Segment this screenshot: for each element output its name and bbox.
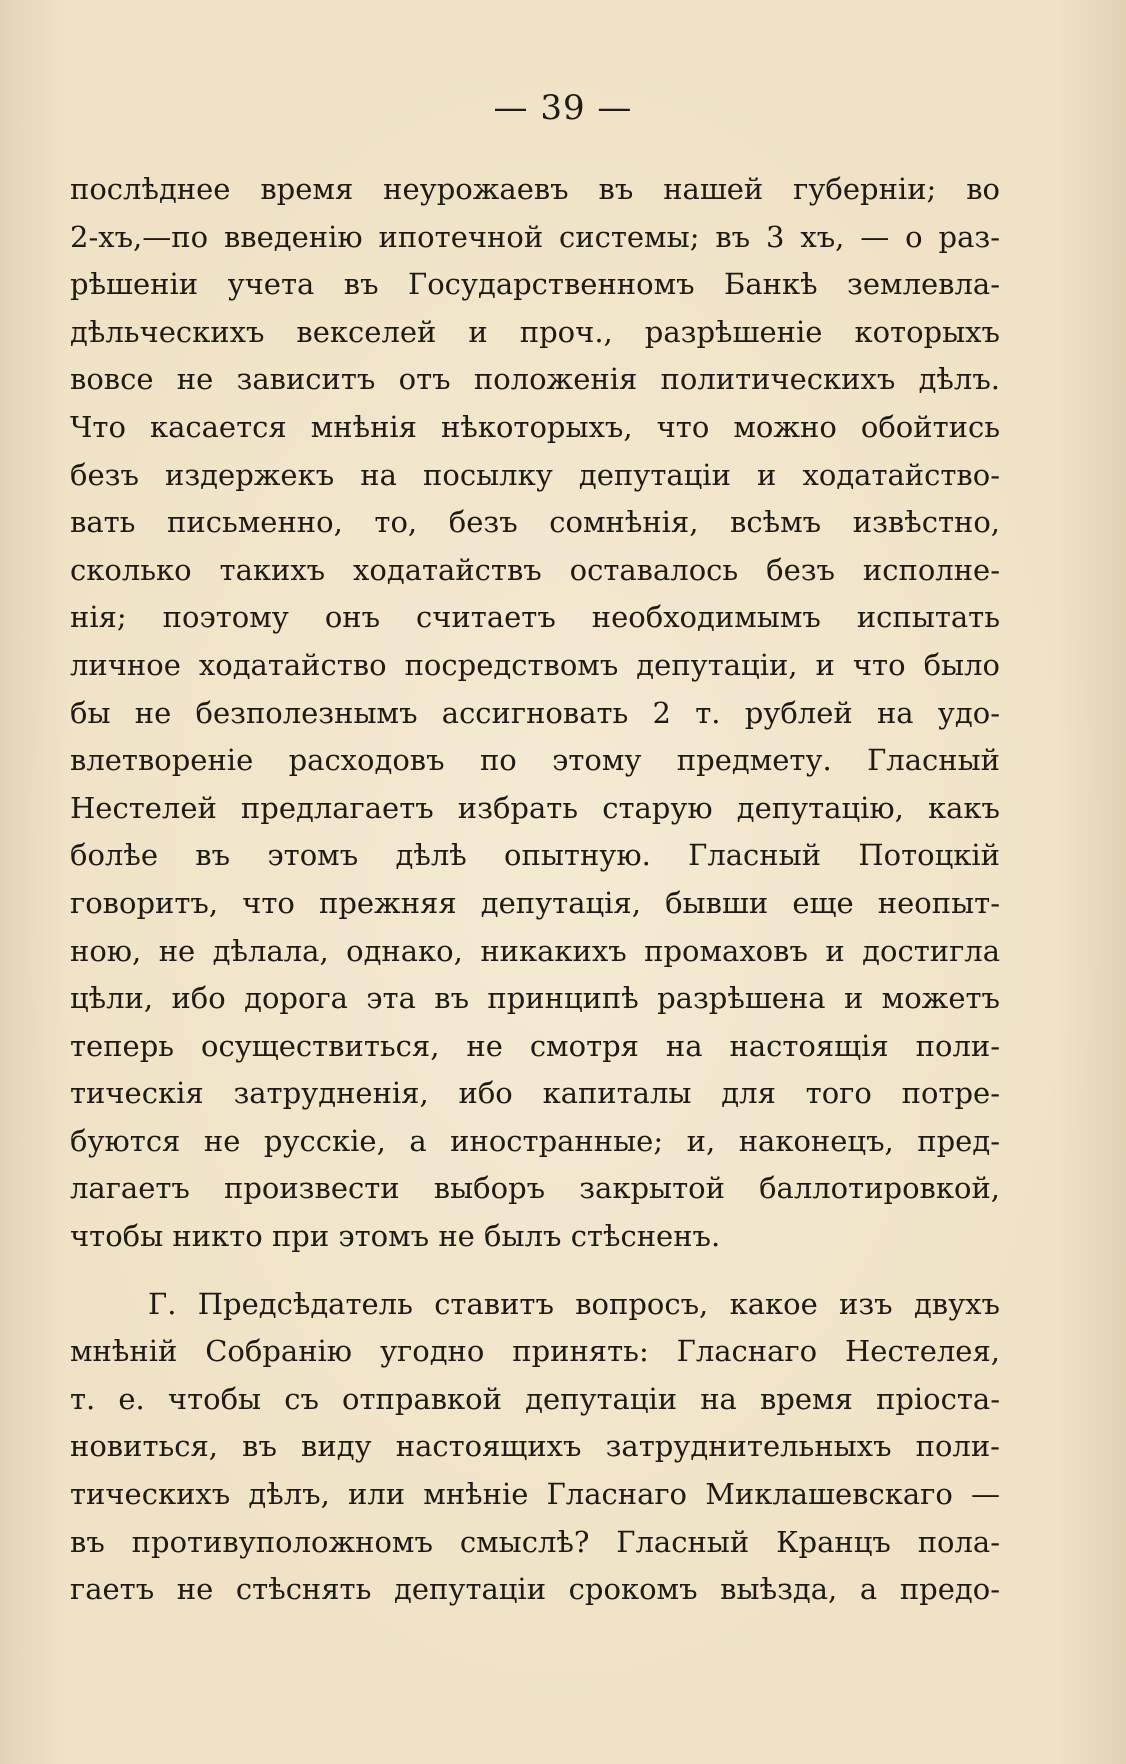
text-line: вовсе не зависитъ отъ положенія политическихъ дѣлъ. <box>70 362 1000 397</box>
text-line: теперь осуществиться, не смотря на настоящія поли- <box>70 1028 1000 1063</box>
text-line: новиться, въ виду настоящихъ затруднительныхъ поли- <box>70 1429 1000 1464</box>
paragraph-first-line: Г. Предсѣдатель ставитъ вопросъ, какое изъ двухъ <box>148 1286 1000 1321</box>
text-line: влетвореніе расходовъ по этому предмету. Гласный <box>70 743 1000 778</box>
text-line: болѣе въ этомъ дѣлѣ опытную. Гласный Потоцкій <box>70 838 1000 873</box>
text-line: цѣли, ибо дорога эта въ принципѣ разрѣшена и можетъ <box>70 981 1000 1016</box>
text-line: 2-хъ,—по введенію ипотечной системы; въ 3 хъ, — о раз- <box>70 219 1000 254</box>
body-text <box>70 166 1000 1614</box>
text-line: Что касается мнѣнія нѣкоторыхъ, что можно обойтись <box>70 409 1000 444</box>
text-line: личное ходатайство посредствомъ депутаціи, и что было <box>70 647 1000 682</box>
text-line: тическія затрудненія, ибо капиталы для того потре- <box>70 1076 1000 1111</box>
text-line: бы не безполезнымъ ассигновать 2 т. рублей на удо- <box>70 695 1000 730</box>
text-line: тическихъ дѣлъ, или мнѣніе Гласнаго Миклашевскаго — <box>70 1477 1000 1512</box>
text-line: буются не русскіе, а иностранные; и, наконецъ, пред- <box>70 1123 1000 1158</box>
text-line: нія; поэтому онъ считаетъ необходимымъ испытать <box>70 600 1000 635</box>
text-line: гаетъ не стѣснять депутаціи срокомъ выѣзда, а предо- <box>70 1572 1000 1607</box>
text-line: мнѣній Собранію угодно принять: Гласнаго Нестелея, <box>70 1334 1000 1369</box>
text-line: т. е. чтобы съ отправкой депутаціи на время пріоста- <box>70 1381 1000 1416</box>
text-line-last: чтобы никто при этомъ не былъ стѣсненъ. <box>70 1219 721 1254</box>
paragraph-gap <box>70 1261 1000 1281</box>
text-line: сколько такихъ ходатайствъ оставалось безъ исполне- <box>70 552 1000 587</box>
text-line: послѣднее время неурожаевъ въ нашей губерніи; во <box>70 172 1000 206</box>
text-line: говоритъ, что прежняя депутація, бывши еще неопыт- <box>70 885 1000 920</box>
text-line: ною, не дѣлала, однако, никакихъ промаховъ и достигла <box>70 933 1000 968</box>
text-line: дѣльческихъ векселей и проч., разрѣшеніе которыхъ <box>70 314 1000 349</box>
text-line: безъ издержекъ на посылку депутаціи и ходатайство- <box>70 457 1000 492</box>
text-line: въ противуположномъ смыслѣ? Гласный Кранцъ пола- <box>70 1524 1000 1559</box>
page-number: — 39 — <box>493 88 633 128</box>
text-line: вать письменно, то, безъ сомнѣнія, всѣмъ извѣстно, <box>70 505 1000 540</box>
text-line: Нестелей предлагаетъ избрать старую депутацію, какъ <box>70 790 1000 825</box>
text-line: лагаетъ произвести выборъ закрытой баллотировкой, <box>70 1171 1000 1206</box>
text-line: рѣшеніи учета въ Государственномъ Банкѣ землевла- <box>70 267 1000 302</box>
